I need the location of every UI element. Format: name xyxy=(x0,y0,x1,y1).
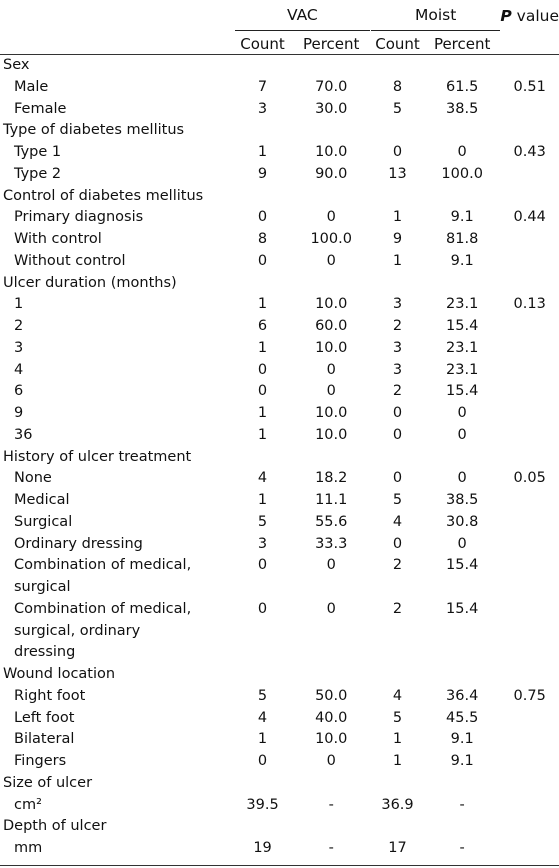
row-label: Female xyxy=(14,100,67,117)
vac-percent-cell: - xyxy=(328,796,334,813)
p-value-cell: 0.05 xyxy=(513,470,546,487)
row-label-line: surgical, ordinary xyxy=(14,622,141,639)
p-value-cell xyxy=(500,403,559,425)
moist-count-cell: 36.9 xyxy=(381,796,414,813)
row-label-line: dressing xyxy=(14,644,76,661)
p-value-cell xyxy=(500,99,559,121)
row-label: Left foot xyxy=(14,709,75,726)
vac-percent-cell: 50.0 xyxy=(315,687,348,704)
table-row xyxy=(0,360,559,382)
table-row xyxy=(0,555,559,599)
table-row xyxy=(0,686,559,708)
moist-count-cell: 13 xyxy=(388,165,407,182)
section-label: Ulcer duration (months) xyxy=(3,274,177,291)
section-row xyxy=(0,273,559,295)
row-label xyxy=(0,555,234,599)
p-value-cell xyxy=(500,729,559,751)
header-empty xyxy=(0,0,234,33)
moist-percent-cell: 15.4 xyxy=(446,383,479,400)
moist-percent-cell: 100.0 xyxy=(441,165,483,182)
vac-percent-cell: - xyxy=(328,840,334,856)
row-label: Without control xyxy=(14,252,126,269)
section-label: Control of diabetes mellitus xyxy=(3,187,204,204)
table-row xyxy=(0,468,559,490)
vac-count-cell: 4 xyxy=(257,709,268,726)
row-label: 1 xyxy=(14,296,24,313)
vac-percent-cell: 90.0 xyxy=(315,165,348,182)
p-value-cell: 0.43 xyxy=(513,144,546,160)
vac-count-cell: 7 xyxy=(257,78,268,95)
row-label: 4 xyxy=(14,361,24,378)
moist-percent-cell: 23.1 xyxy=(446,296,479,313)
moist-percent-cell: 9.1 xyxy=(450,753,474,769)
vac-count-cell: 5 xyxy=(257,687,268,704)
vac-percent-cell: 10.0 xyxy=(315,144,348,160)
p-value-cell xyxy=(500,316,559,338)
row-label-line: surgical xyxy=(14,579,71,595)
row-label: With control xyxy=(14,231,102,247)
moist-count-cell: 17 xyxy=(388,840,407,856)
p-value-cell xyxy=(500,381,559,403)
row-label: 6 xyxy=(14,383,24,400)
moist-percent-cell: 9.1 xyxy=(450,209,474,226)
moist-percent-cell: 9.1 xyxy=(450,731,474,748)
table-row xyxy=(0,251,559,273)
section-row xyxy=(0,773,559,795)
vac-percent-cell: 18.2 xyxy=(315,470,348,487)
p-value-cell xyxy=(500,838,559,860)
p-value-cell xyxy=(500,795,559,817)
vac-percent-cell: 55.6 xyxy=(315,513,348,530)
moist-count-cell: 1 xyxy=(392,753,403,769)
header-moist-count: Count xyxy=(375,35,420,53)
header-vac xyxy=(234,0,371,33)
moist-count-cell: 0 xyxy=(392,470,403,487)
section-label: Type of diabetes mellitus xyxy=(3,122,185,139)
moist-count-cell: 3 xyxy=(392,339,403,356)
p-value-cell: 0.13 xyxy=(513,296,546,313)
moist-percent-cell: 45.5 xyxy=(446,709,479,726)
table-row xyxy=(0,294,559,316)
moist-percent-cell: 61.5 xyxy=(446,78,479,95)
moist-percent-cell: 23.1 xyxy=(446,361,479,378)
p-value-cell: 0.51 xyxy=(513,78,546,95)
moist-count-cell: 5 xyxy=(392,100,403,117)
vac-percent-cell: 70.0 xyxy=(315,78,348,95)
row-label: Right foot xyxy=(14,687,86,704)
table-row xyxy=(0,795,559,817)
section-row xyxy=(0,186,559,208)
row-label: Medical xyxy=(14,492,70,508)
moist-percent-cell: 0 xyxy=(457,470,467,487)
p-value-cell xyxy=(500,229,559,251)
moist-count-cell: 3 xyxy=(392,361,403,378)
moist-percent-cell: 15.4 xyxy=(446,600,479,617)
header-group-row xyxy=(0,0,559,33)
p-value-cell xyxy=(500,251,559,273)
row-label: Primary diagnosis xyxy=(14,209,144,226)
row-label: mm xyxy=(14,840,43,856)
vac-count-cell: 19 xyxy=(253,840,272,856)
vac-percent-cell: 11.1 xyxy=(315,492,348,508)
p-value-cell xyxy=(500,425,559,447)
row-label: 2 xyxy=(14,318,24,334)
moist-count-cell: 4 xyxy=(392,513,403,530)
header-sub-row xyxy=(0,33,559,55)
vac-count-cell: 1 xyxy=(257,405,268,421)
header-vac-percent: Percent xyxy=(302,35,360,53)
section-row xyxy=(0,120,559,142)
moist-percent-cell: 81.8 xyxy=(446,231,479,247)
vac-count-cell: 1 xyxy=(257,492,268,508)
bottom-rule xyxy=(0,865,559,866)
moist-count-cell: 1 xyxy=(392,209,403,226)
header-moist-label: Moist xyxy=(371,0,500,31)
moist-percent-cell: 9.1 xyxy=(450,252,474,269)
section-row xyxy=(0,55,559,77)
moist-percent-cell: 15.4 xyxy=(446,318,479,334)
vac-count-cell: 4 xyxy=(257,470,268,487)
p-value-cell xyxy=(500,490,559,512)
moist-count-cell: 3 xyxy=(392,296,403,313)
vac-count-cell: 1 xyxy=(257,731,268,748)
table-row xyxy=(0,229,559,251)
vac-count-cell: 6 xyxy=(257,318,268,334)
moist-percent-cell: 0 xyxy=(457,405,467,421)
section-row xyxy=(0,447,559,469)
section-label: Size of ulcer xyxy=(3,774,93,791)
vac-count-cell: 0 xyxy=(257,361,268,378)
header-p-rest: value xyxy=(511,7,559,25)
p-value-cell xyxy=(500,751,559,773)
p-value-cell xyxy=(500,338,559,360)
moist-count-cell: 1 xyxy=(392,252,403,269)
p-value-cell: 0.44 xyxy=(513,209,546,226)
moist-count-cell: 0 xyxy=(392,535,403,552)
vac-count-cell: 0 xyxy=(257,252,268,269)
p-value-cell xyxy=(500,555,559,599)
row-label: Surgical xyxy=(14,513,73,530)
vac-percent-cell: 10.0 xyxy=(315,731,348,748)
row-label: Fingers xyxy=(14,753,67,769)
moist-percent-cell: 36.4 xyxy=(446,687,479,704)
vac-percent-cell: 100.0 xyxy=(310,231,352,247)
vac-count-cell: 3 xyxy=(257,100,268,117)
header-p-value xyxy=(500,0,559,33)
row-label: Male xyxy=(14,78,49,95)
moist-percent-cell: 0 xyxy=(457,535,467,552)
section-row xyxy=(0,816,559,838)
header-vac-label: VAC xyxy=(235,0,370,31)
p-value-cell xyxy=(500,164,559,186)
p-value-cell xyxy=(500,534,559,556)
table-row xyxy=(0,316,559,338)
row-label: Type 1 xyxy=(14,144,62,160)
header-p-letter: P xyxy=(500,7,512,25)
moist-count-cell: 2 xyxy=(392,318,403,334)
vac-count-cell: 0 xyxy=(257,383,268,400)
vac-percent-cell: 0 xyxy=(326,252,336,269)
vac-percent-cell: 30.0 xyxy=(315,100,348,117)
table-row xyxy=(0,599,559,664)
section-label: Sex xyxy=(3,57,30,73)
moist-percent-cell: - xyxy=(459,796,465,813)
moist-percent-cell: 15.4 xyxy=(446,557,479,574)
vac-percent-cell: 40.0 xyxy=(315,709,348,726)
table-row xyxy=(0,534,559,556)
header-moist-percent: Percent xyxy=(433,35,491,53)
vac-count-cell: 8 xyxy=(257,231,268,247)
table-body xyxy=(0,55,559,860)
section-label: History of ulcer treatment xyxy=(3,448,192,465)
row-label: 9 xyxy=(14,405,24,421)
vac-count-cell: 3 xyxy=(257,535,268,552)
table-row xyxy=(0,207,559,229)
row-label: 36 xyxy=(14,426,33,443)
moist-count-cell: 2 xyxy=(392,557,403,574)
moist-count-cell: 9 xyxy=(392,231,403,247)
row-label: Ordinary dressing xyxy=(14,535,143,552)
vac-count-cell: 1 xyxy=(257,426,268,443)
moist-count-cell: 2 xyxy=(392,383,403,400)
vac-count-cell: 1 xyxy=(257,144,268,160)
table-row xyxy=(0,490,559,512)
p-value-cell xyxy=(500,599,559,664)
moist-percent-cell: 38.5 xyxy=(446,100,479,117)
vac-percent-cell: 10.0 xyxy=(315,405,348,421)
vac-count-cell: 0 xyxy=(257,209,268,226)
moist-count-cell: 5 xyxy=(392,709,403,726)
moist-count-cell: 2 xyxy=(392,600,403,617)
vac-percent-cell: 0 xyxy=(326,383,336,400)
vac-percent-cell: 33.3 xyxy=(315,535,348,552)
row-label: cm² xyxy=(14,796,42,813)
moist-count-cell: 8 xyxy=(392,78,403,95)
header-vac-count: Count xyxy=(240,35,285,53)
moist-count-cell: 4 xyxy=(392,687,403,704)
vac-percent-cell: 10.0 xyxy=(315,339,348,356)
moist-percent-cell: - xyxy=(459,840,465,856)
vac-count-cell: 0 xyxy=(257,557,268,574)
vac-count-cell: 1 xyxy=(257,339,268,356)
table-row xyxy=(0,164,559,186)
moist-percent-cell: 23.1 xyxy=(446,339,479,356)
vac-percent-cell: 0 xyxy=(326,557,336,574)
vac-percent-cell: 0 xyxy=(326,361,336,378)
vac-count-cell: 39.5 xyxy=(246,796,279,813)
header-moist xyxy=(371,0,500,33)
moist-count-cell: 1 xyxy=(392,731,403,748)
moist-count-cell: 0 xyxy=(392,144,403,160)
row-label: Type 2 xyxy=(14,165,62,182)
vac-count-cell: 5 xyxy=(257,513,268,530)
vac-count-cell: 0 xyxy=(257,600,268,617)
vac-percent-cell: 0 xyxy=(326,209,336,226)
vac-percent-cell: 60.0 xyxy=(315,318,348,334)
section-label: Depth of ulcer xyxy=(3,818,107,835)
table-row xyxy=(0,708,559,730)
moist-percent-cell: 30.8 xyxy=(446,513,479,530)
table-row xyxy=(0,512,559,534)
vac-count-cell: 9 xyxy=(257,165,268,182)
table-row xyxy=(0,425,559,447)
vac-percent-cell: 0 xyxy=(326,600,336,617)
vac-percent-cell: 10.0 xyxy=(315,296,348,313)
row-label: None xyxy=(14,470,52,487)
moist-percent-cell: 38.5 xyxy=(446,492,479,508)
section-row xyxy=(0,664,559,686)
table-row xyxy=(0,142,559,164)
row-label-line: Combination of medical, xyxy=(14,600,192,617)
moist-count-cell: 0 xyxy=(392,426,403,443)
p-value-cell: 0.75 xyxy=(513,687,546,704)
moist-count-cell: 5 xyxy=(392,492,403,508)
moist-percent-cell: 0 xyxy=(457,144,467,160)
table-row xyxy=(0,403,559,425)
table-row xyxy=(0,729,559,751)
table-row xyxy=(0,838,559,860)
p-value-cell xyxy=(500,708,559,730)
vac-percent-cell: 10.0 xyxy=(315,426,348,443)
table-row xyxy=(0,77,559,99)
moist-percent-cell: 0 xyxy=(457,426,467,443)
row-label xyxy=(0,599,234,664)
row-label: Bilateral xyxy=(14,731,75,748)
table-row xyxy=(0,381,559,403)
vac-count-cell: 1 xyxy=(257,296,268,313)
row-label-line: Combination of medical, xyxy=(14,557,192,574)
section-label: Wound location xyxy=(3,666,116,682)
table-row xyxy=(0,99,559,121)
table-row xyxy=(0,751,559,773)
p-value-cell xyxy=(500,360,559,382)
p-value-cell xyxy=(500,512,559,534)
table-row xyxy=(0,338,559,360)
row-label: 3 xyxy=(14,339,24,356)
moist-count-cell: 0 xyxy=(392,405,403,421)
header-rule xyxy=(0,54,559,55)
vac-percent-cell: 0 xyxy=(326,753,336,769)
vac-count-cell: 0 xyxy=(257,753,268,769)
